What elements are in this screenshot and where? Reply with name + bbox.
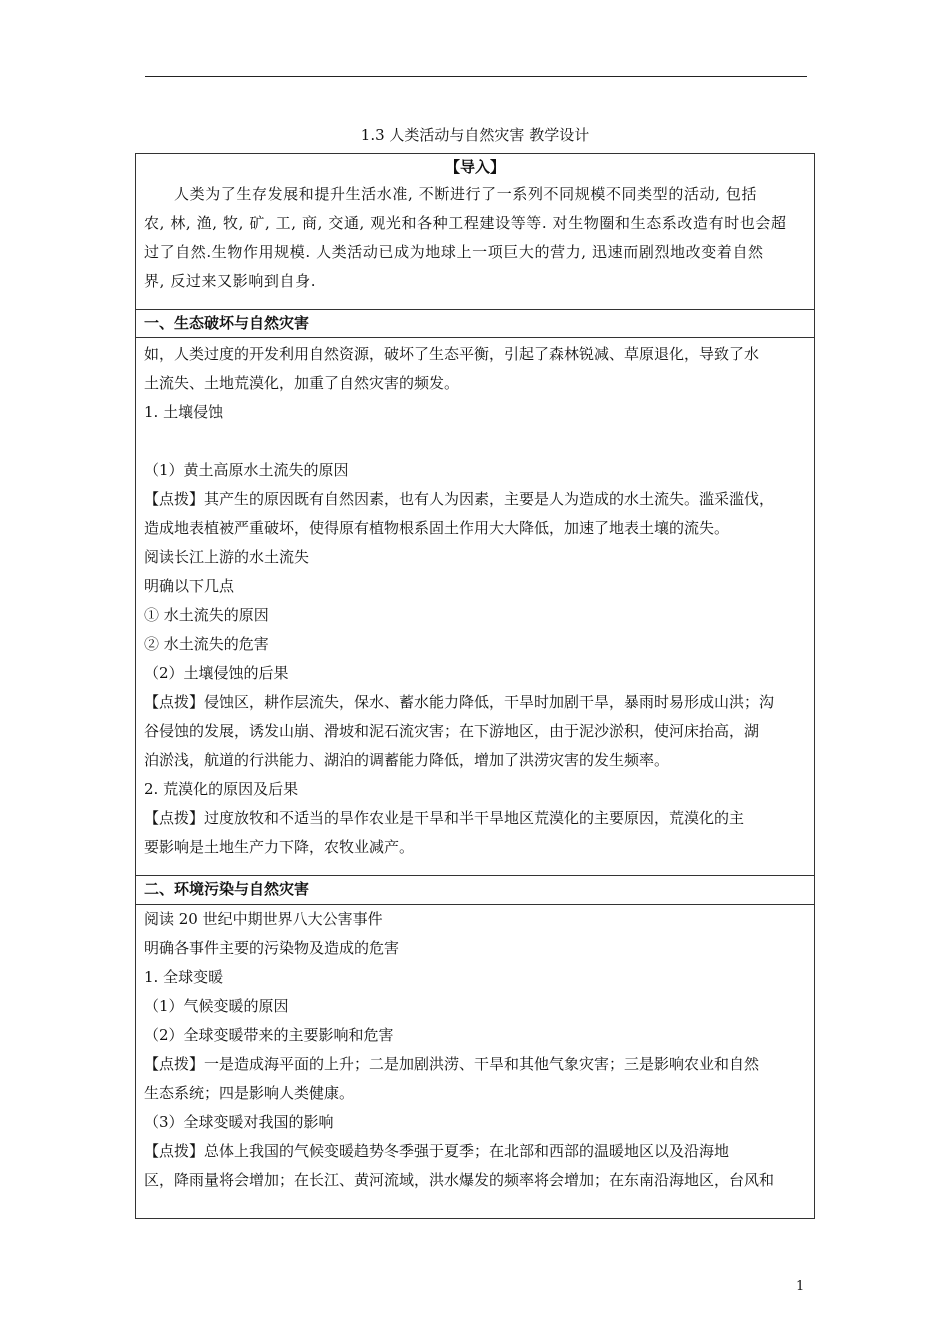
body-line: 2. 荒漠化的原因及后果 (144, 780, 299, 798)
section2-heading-row (136, 876, 814, 904)
body-line: （2）全球变暖带来的主要影响和危害 (144, 1026, 394, 1044)
body-line: 要影响是土地生产力下降，农牧业减产。 (144, 838, 415, 856)
section-heading: 二、环境污染与自然灾害 (144, 880, 310, 898)
lesson-table (135, 153, 815, 1219)
body-line: 生态系统；四是影响人类健康。 (144, 1084, 355, 1102)
body-line: （1）黄土高原水土流失的原因 (144, 461, 349, 479)
body-line: 造成地表植被严重破坏，使得原有植物根系固土作用大大降低，加速了地表土壤的流失。 (144, 519, 730, 537)
body-line: 【点拨】总体上我国的气候变暖趋势冬季强于夏季；在北部和西部的温暖地区以及沿海地 (144, 1142, 730, 1160)
page-number: 1 (796, 1279, 805, 1294)
section2-body (136, 905, 814, 1217)
body-line: 区，降雨量将会增加；在长江、黄河流域，洪水爆发的频率将会增加；在东南沿海地区，台风和 (144, 1171, 775, 1189)
section1-heading-row (136, 310, 814, 337)
body-line: 1. 全球变暖 (144, 968, 224, 986)
body-line: 【点拨】一是造成海平面的上升；二是加剧洪涝、干旱和其他气象灾害；三是影响农业和自然 (144, 1055, 760, 1073)
intro-line: 人类为了生存发展和提升生活水准, 不断进行了一系列不同规模不同类型的活动, 包括 (174, 185, 758, 203)
document-title: 1.3 人类活动与自然灾害 教学设计 (360, 126, 590, 144)
body-line: 谷侵蚀的发展，诱发山崩、滑坡和泥石流灾害；在下游地区，由于泥沙淤积，使河床抬高，湖 (144, 722, 760, 740)
body-line: 阅读长江上游的水土流失 (144, 548, 310, 566)
body-line: 明确各事件主要的污染物及造成的危害 (144, 939, 400, 957)
body-line: 【点拨】过度放牧和不适当的旱作农业是干旱和半干旱地区荒漠化的主要原因，荒漠化的主 (144, 809, 745, 827)
body-line: ① 水土流失的原因 (144, 606, 269, 624)
body-line: 1. 土壤侵蚀 (144, 403, 224, 421)
header-rule (145, 76, 807, 77)
intro-heading: 【导入】 (444, 158, 505, 176)
section-heading: 一、生态破坏与自然灾害 (144, 314, 310, 332)
body-line: 明确以下几点 (144, 577, 235, 595)
body-line: （1）气候变暖的原因 (144, 997, 289, 1015)
body-line: 泊淤浅，航道的行洪能力、湖泊的调蓄能力降低，增加了洪涝灾害的发生频率。 (144, 751, 670, 769)
intro-line: 农, 林, 渔, 牧, 矿, 工, 商, 交通, 观光和各种工程建设等等. 对生物圈和生态系改造有时也会超 (144, 214, 787, 232)
intro-row (136, 154, 814, 302)
body-line: 阅读 20 世纪中期世界八大公害事件 (144, 910, 383, 928)
intro-line: 界, 反过来又影响到自身. (144, 272, 317, 290)
body-line: 【点拨】侵蚀区，耕作层流失，保水、蓄水能力降低，干旱时加剧干旱，暴雨时易形成山洪；沟 (144, 693, 775, 711)
body-line: 土流失、土地荒漠化，加重了自然灾害的频发。 (144, 374, 460, 392)
body-line: 【点拨】其产生的原因既有自然因素，也有人为因素，主要是人为造成的水土流失。滥采滥伐， (144, 490, 775, 508)
body-line: ② 水土流失的危害 (144, 635, 269, 653)
section1-body (136, 338, 814, 879)
body-line: （2）土壤侵蚀的后果 (144, 664, 289, 682)
intro-line: 过了自然.生物作用规模. 人类活动已成为地球上一项巨大的营力, 迅速而剧烈地改变着自然 (144, 243, 764, 261)
body-line: （3）全球变暖对我国的影响 (144, 1113, 334, 1131)
body-line: 如，人类过度的开发利用自然资源，破坏了生态平衡，引起了森林锐减、草原退化，导致了水 (144, 345, 760, 363)
